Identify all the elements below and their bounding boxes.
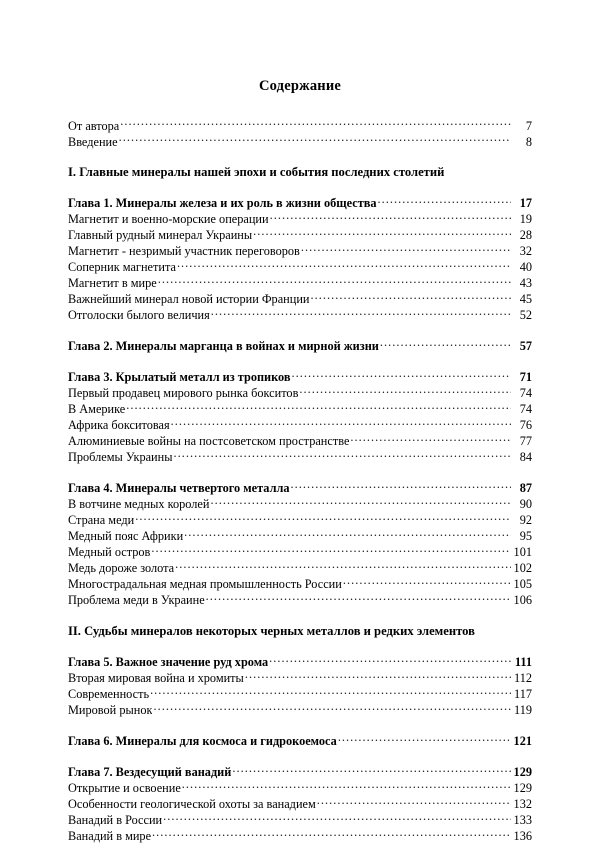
- chapter-page-number: 87: [519, 481, 532, 496]
- section-title: В Америке: [68, 402, 126, 417]
- toc-section-entry[interactable]: [68, 291, 532, 307]
- section-page-number: 43: [519, 276, 532, 291]
- dot-leader: [292, 369, 511, 381]
- section-title: Медный остров: [68, 545, 151, 560]
- front-matter-page-number: 8: [525, 134, 532, 149]
- section-title: Вторая мировая война и хромиты: [68, 671, 244, 686]
- toc-section-entry[interactable]: [68, 243, 532, 259]
- dot-leader: [317, 796, 511, 808]
- toc-section-entry[interactable]: [68, 259, 532, 275]
- section-title: Соперник магнетита: [68, 260, 176, 275]
- toc-section-entry[interactable]: [68, 449, 532, 465]
- dot-leader: [175, 560, 511, 572]
- toc-section-entry[interactable]: [68, 385, 532, 401]
- dot-leader: [378, 195, 511, 207]
- toc-section-entry[interactable]: [68, 512, 532, 528]
- chapter-title: Глава 7. Вездесущий ванадий: [68, 765, 232, 780]
- section-page-number: 74: [519, 402, 532, 417]
- part-spacer-top: [68, 608, 532, 624]
- dot-leader: [163, 812, 511, 824]
- section-title: Проблемы Украины: [68, 450, 173, 465]
- chapter-title: Глава 3. Крылатый металл из тропиков: [68, 370, 291, 385]
- chapter-title: Глава 2. Минералы марганца в войнах и мирной жизни: [68, 339, 379, 354]
- dot-leader: [206, 592, 511, 604]
- dot-leader: [210, 496, 511, 508]
- dot-leader: [338, 733, 511, 745]
- toc-section-entry[interactable]: [68, 812, 532, 828]
- chapter-title: Глава 1. Минералы железа и их роль в жизни общества: [68, 196, 377, 211]
- section-page-number: 90: [519, 497, 532, 512]
- dot-leader: [343, 576, 511, 588]
- section-page-number: 112: [514, 671, 532, 686]
- section-title: Проблема меди в Украине: [68, 593, 205, 608]
- toc-chapter-entry[interactable]: [68, 764, 532, 780]
- table-of-contents: [68, 78, 532, 844]
- toc-chapter-entry[interactable]: [68, 480, 532, 496]
- toc-section-entry[interactable]: [68, 828, 532, 844]
- section-page-number: 101: [513, 545, 532, 560]
- toc-chapter-entry[interactable]: [68, 654, 532, 670]
- front-matter-label: Введение: [68, 134, 118, 149]
- chapter-spacer: [68, 323, 532, 338]
- section-title: Алюминиевые войны на постсоветском пространстве: [68, 434, 350, 449]
- dot-leader: [177, 259, 511, 271]
- dot-leader: [291, 480, 511, 492]
- chapter-page-number: 129: [513, 765, 532, 780]
- toc-section-entry[interactable]: [68, 227, 532, 243]
- part-heading: I. Главные минералы нашей эпохи и события последних столетий: [68, 165, 445, 180]
- section-title: Главный рудный минерал Украины: [68, 228, 253, 243]
- section-page-number: 136: [513, 829, 532, 844]
- dot-leader: [173, 449, 511, 461]
- section-title: Отголоски былого величия: [68, 308, 210, 323]
- toc-section-entry[interactable]: [68, 544, 532, 560]
- page-title: Содержание: [258, 78, 342, 94]
- toc-section-entry[interactable]: [68, 560, 532, 576]
- dot-leader: [253, 227, 511, 239]
- front-matter-label: От автора: [68, 118, 120, 133]
- dot-leader: [269, 654, 511, 666]
- toc-section-entry[interactable]: [68, 133, 532, 149]
- front-matter-page-number: 7: [525, 118, 532, 133]
- toc-section-entry[interactable]: [68, 702, 532, 718]
- section-page-number: 74: [519, 386, 532, 401]
- toc-section-entry[interactable]: [68, 307, 532, 323]
- section-page-number: 45: [519, 292, 532, 307]
- section-title: В вотчине медных королей: [68, 497, 210, 512]
- dot-leader: [120, 117, 511, 129]
- section-title: Страна меди: [68, 513, 135, 528]
- section-page-number: 28: [519, 228, 532, 243]
- chapter-page-number: 57: [519, 339, 532, 354]
- chapter-page-number: 121: [513, 734, 532, 749]
- section-title: Магнетит - незримый участник переговоров: [68, 244, 300, 259]
- chapter-spacer: [68, 465, 532, 480]
- section-page-number: 119: [514, 703, 532, 718]
- section-page-number: 19: [519, 212, 532, 227]
- section-page-number: 105: [513, 577, 532, 592]
- toc-section-entry[interactable]: [68, 686, 532, 702]
- dot-leader: [150, 686, 511, 698]
- dot-leader: [119, 133, 511, 145]
- section-page-number: 132: [513, 797, 532, 812]
- chapter-title: Глава 5. Важное значение руд хрома: [68, 655, 269, 670]
- toc-chapter-entry[interactable]: [68, 338, 532, 354]
- toc-section-entry[interactable]: [68, 275, 532, 291]
- section-title: Магнетит и военно-морские операции: [68, 212, 269, 227]
- section-page-number: 117: [514, 687, 532, 702]
- chapter-page-number: 17: [519, 196, 532, 211]
- section-page-number: 32: [519, 244, 532, 259]
- dot-leader: [380, 338, 511, 350]
- section-title: Особенности геологической охоты за ванадием: [68, 797, 316, 812]
- chapter-spacer: [68, 749, 532, 764]
- part-heading: II. Судьбы минералов некоторых черных металлов и редких элементов: [68, 624, 475, 639]
- dot-leader: [211, 307, 511, 319]
- toc-section-entry[interactable]: [68, 496, 532, 512]
- chapter-title: Глава 6. Минералы для космоса и гидрокоемоса: [68, 734, 337, 749]
- dot-leader: [171, 417, 511, 429]
- parts-group: [68, 149, 532, 843]
- toc-section-entry[interactable]: [68, 401, 532, 417]
- front-matter-group: [68, 117, 532, 149]
- toc-section-entry[interactable]: [68, 576, 532, 592]
- dot-leader: [311, 291, 512, 303]
- chapter-spacer: [68, 639, 532, 654]
- section-title: Медь дороже золота: [68, 561, 175, 576]
- part-spacer-top: [68, 149, 532, 165]
- section-page-number: 133: [513, 813, 532, 828]
- toc-section-entry[interactable]: [68, 796, 532, 812]
- toc-chapter-entry[interactable]: [68, 369, 532, 385]
- chapter-spacer: [68, 354, 532, 369]
- section-title: Ванадий в мире: [68, 829, 152, 844]
- toc-section-entry[interactable]: [68, 211, 532, 227]
- chapter-spacer: [68, 180, 532, 195]
- toc-section-entry[interactable]: [68, 592, 532, 608]
- toc-section-entry[interactable]: [68, 117, 532, 133]
- section-page-number: 84: [519, 450, 532, 465]
- section-page-number: 92: [519, 513, 532, 528]
- dot-leader: [126, 401, 511, 413]
- section-title: Магнетит в мире: [68, 276, 157, 291]
- section-page-number: 52: [519, 308, 532, 323]
- dot-leader: [232, 764, 511, 776]
- toc-section-entry[interactable]: [68, 433, 532, 449]
- toc-section-entry[interactable]: [68, 528, 532, 544]
- section-page-number: 102: [513, 561, 532, 576]
- dot-leader: [135, 512, 511, 524]
- section-page-number: 129: [513, 781, 532, 796]
- section-title: Ванадий в России: [68, 813, 163, 828]
- section-title: Открытие и освоение: [68, 781, 181, 796]
- dot-leader: [152, 828, 511, 840]
- dot-leader: [184, 528, 511, 540]
- dot-leader: [182, 780, 511, 792]
- dot-leader: [245, 670, 511, 682]
- chapter-title: Глава 4. Минералы четвертого металла: [68, 481, 290, 496]
- section-title: Африка бокситовая: [68, 418, 170, 433]
- section-page-number: 106: [513, 593, 532, 608]
- chapter-page-number: 71: [519, 370, 532, 385]
- toc-section-entry[interactable]: [68, 417, 532, 433]
- section-title: Современность: [68, 687, 150, 702]
- dot-leader: [153, 702, 511, 714]
- section-title: Медный пояс Африки: [68, 529, 184, 544]
- section-page-number: 76: [519, 418, 532, 433]
- toc-chapter-entry[interactable]: [68, 733, 532, 749]
- toc-section-entry[interactable]: [68, 780, 532, 796]
- chapter-spacer: [68, 718, 532, 733]
- dot-leader: [151, 544, 511, 556]
- dot-leader: [350, 433, 511, 445]
- section-page-number: 40: [519, 260, 532, 275]
- section-title: Важнейший минерал новой истории Франции: [68, 292, 310, 307]
- section-page-number: 95: [519, 529, 532, 544]
- dot-leader: [301, 243, 511, 255]
- chapter-page-number: 111: [514, 655, 532, 670]
- toc-section-entry[interactable]: [68, 670, 532, 686]
- toc-chapter-entry[interactable]: [68, 195, 532, 211]
- section-title: Мировой рынок: [68, 703, 153, 718]
- dot-leader: [158, 275, 511, 287]
- section-title: Многострадальная медная промышленность России: [68, 577, 342, 592]
- section-page-number: 77: [519, 434, 532, 449]
- dot-leader: [270, 211, 511, 223]
- dot-leader: [299, 385, 511, 397]
- section-title: Первый продавец мирового рынка бокситов: [68, 386, 299, 401]
